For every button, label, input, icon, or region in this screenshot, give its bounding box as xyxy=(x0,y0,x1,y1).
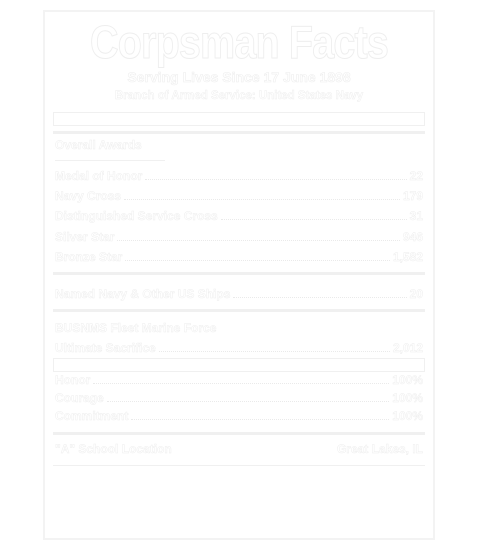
dot-leader xyxy=(93,383,389,384)
row-label: Medal of Honor xyxy=(55,169,143,183)
value-row xyxy=(55,389,423,405)
row-label: Courage xyxy=(55,391,104,405)
row-label: Distinguished Service Cross xyxy=(55,209,218,223)
award-row xyxy=(55,207,423,223)
row-label: Bronze Star xyxy=(55,250,123,264)
divider-bar xyxy=(53,358,425,372)
row-value: 1,582 xyxy=(392,250,423,264)
section-rule xyxy=(53,131,425,134)
section-rule xyxy=(53,272,425,275)
row-label: Silver Star xyxy=(55,230,115,244)
dot-leader xyxy=(221,219,407,220)
row-label: "A" School Location xyxy=(55,442,172,456)
dot-leader xyxy=(131,419,389,420)
dot-leader xyxy=(125,260,390,261)
sacrifice-row xyxy=(55,339,423,355)
dot-leader xyxy=(145,179,406,180)
award-row xyxy=(55,228,423,244)
page-title: Corpsman Facts xyxy=(90,16,388,68)
section-heading-awards: Overall Awards xyxy=(55,138,142,152)
value-row xyxy=(55,371,423,387)
dot-leader xyxy=(124,199,400,200)
row-value: 100% xyxy=(392,373,423,387)
dot-leader xyxy=(107,401,390,402)
dot-leader xyxy=(233,297,406,298)
row-value: Great Lakes, IL xyxy=(336,442,423,456)
ships-row xyxy=(55,285,423,301)
dot-leader xyxy=(159,351,390,352)
row-value: 100% xyxy=(392,391,423,405)
row-value: 31 xyxy=(409,209,423,223)
value-row xyxy=(55,407,423,423)
tagline: Branch of Armed Service: United States Navy xyxy=(114,90,364,102)
row-label: Ultimate Sacrifice xyxy=(55,341,156,355)
section-rule xyxy=(53,432,425,435)
award-row xyxy=(55,248,423,264)
school-row xyxy=(55,440,423,456)
row-value: 2,012 xyxy=(392,341,423,355)
row-label: Honor xyxy=(55,373,91,387)
divider-bar xyxy=(53,112,425,126)
row-value: 20 xyxy=(409,287,423,301)
bottom-rule xyxy=(53,465,425,466)
dot-leader xyxy=(117,240,400,241)
section-rule xyxy=(53,309,425,312)
row-value: 100% xyxy=(392,409,423,423)
heading-underline xyxy=(55,160,165,161)
row-value: 946 xyxy=(402,230,423,244)
row-value: 179 xyxy=(402,189,423,203)
subtitle: Serving Lives Since 17 June 1898 xyxy=(127,69,351,85)
section-heading-fmf: BUSNMS Fleet Marine Force xyxy=(55,321,217,335)
award-row xyxy=(55,187,423,203)
row-value: 22 xyxy=(409,169,423,183)
row-label: Commitment xyxy=(55,409,129,423)
award-row xyxy=(55,167,423,183)
row-label: Named Navy & Other US Ships xyxy=(55,287,231,301)
row-label: Navy Cross xyxy=(55,189,122,203)
